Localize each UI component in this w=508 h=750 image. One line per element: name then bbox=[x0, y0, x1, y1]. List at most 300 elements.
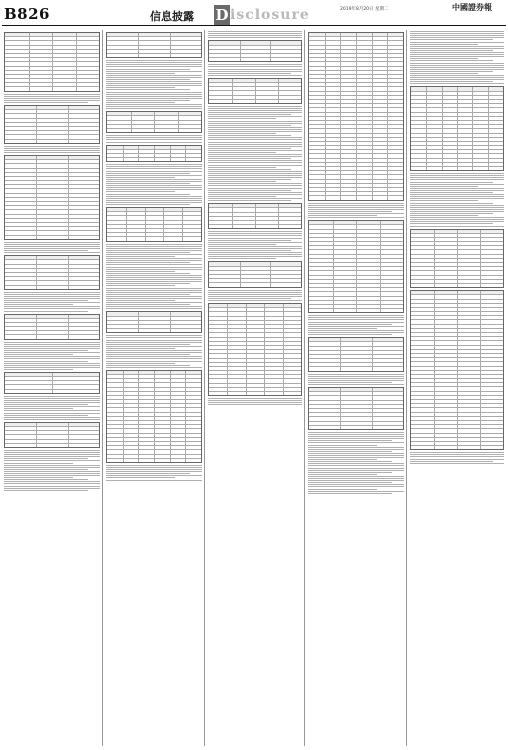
text-line bbox=[4, 354, 73, 355]
text-line bbox=[106, 354, 190, 355]
text-line bbox=[410, 173, 504, 174]
text-line bbox=[308, 438, 404, 439]
table-row bbox=[209, 58, 301, 61]
text-line bbox=[106, 471, 202, 472]
text-line bbox=[106, 258, 202, 259]
text-line bbox=[410, 192, 493, 193]
text-line bbox=[410, 42, 504, 43]
text-line bbox=[308, 491, 404, 492]
text-line bbox=[410, 207, 504, 208]
text-line bbox=[308, 203, 404, 204]
text-line bbox=[106, 89, 190, 90]
text-line bbox=[4, 396, 100, 397]
table-row bbox=[107, 129, 201, 132]
text-line bbox=[106, 81, 202, 82]
text-line bbox=[410, 188, 504, 189]
text-line bbox=[410, 190, 504, 191]
text-line bbox=[410, 69, 504, 70]
data-table bbox=[4, 255, 100, 290]
text-line bbox=[410, 52, 504, 53]
text-line bbox=[308, 480, 404, 481]
text-line bbox=[4, 356, 100, 357]
text-line bbox=[208, 402, 302, 403]
text-line bbox=[106, 104, 202, 105]
data-table bbox=[208, 78, 302, 104]
text-line bbox=[106, 137, 202, 138]
text-line bbox=[4, 406, 100, 407]
text-line bbox=[4, 246, 100, 247]
text-line bbox=[208, 231, 302, 232]
text-line bbox=[106, 346, 202, 347]
text-line bbox=[208, 154, 302, 155]
text-line bbox=[106, 477, 175, 478]
data-table bbox=[208, 303, 302, 396]
text-line bbox=[106, 335, 202, 336]
text-line bbox=[208, 146, 302, 147]
data-table bbox=[308, 337, 404, 372]
text-line bbox=[106, 262, 190, 263]
text-line bbox=[410, 456, 504, 457]
text-line bbox=[308, 442, 404, 443]
data-table bbox=[410, 86, 504, 171]
table-row bbox=[411, 446, 503, 449]
text-line bbox=[4, 363, 100, 364]
text-line bbox=[106, 191, 175, 192]
text-line bbox=[4, 252, 100, 253]
text-line bbox=[208, 35, 302, 36]
text-line bbox=[4, 358, 100, 359]
text-line bbox=[410, 194, 504, 195]
text-line bbox=[4, 150, 100, 151]
text-line bbox=[4, 244, 100, 245]
text-line bbox=[410, 184, 504, 185]
text-line bbox=[208, 198, 302, 199]
text-line bbox=[410, 203, 493, 204]
data-table bbox=[410, 290, 504, 450]
text-line bbox=[106, 283, 190, 284]
text-line bbox=[308, 205, 404, 206]
text-line bbox=[208, 160, 302, 161]
text-line bbox=[308, 317, 404, 318]
text-line bbox=[106, 64, 202, 65]
text-line bbox=[208, 158, 291, 159]
text-line bbox=[4, 413, 100, 414]
text-line bbox=[308, 328, 377, 329]
text-line bbox=[410, 63, 504, 64]
text-line bbox=[308, 382, 392, 383]
text-line bbox=[106, 177, 175, 178]
text-line bbox=[106, 356, 202, 357]
text-line bbox=[4, 302, 100, 303]
text-line bbox=[4, 456, 100, 457]
text-line bbox=[208, 148, 291, 149]
text-line bbox=[410, 39, 493, 40]
text-line bbox=[308, 470, 404, 471]
text-line bbox=[208, 175, 302, 176]
data-table bbox=[4, 422, 100, 448]
text-line bbox=[208, 64, 302, 65]
data-table bbox=[106, 207, 202, 242]
text-line bbox=[208, 106, 302, 107]
text-line bbox=[410, 454, 504, 455]
text-line bbox=[208, 125, 291, 126]
text-line bbox=[410, 175, 504, 176]
text-line bbox=[308, 319, 404, 320]
text-line bbox=[208, 69, 302, 70]
text-line bbox=[410, 46, 504, 47]
text-line bbox=[410, 37, 504, 38]
text-line bbox=[106, 189, 202, 190]
text-line bbox=[4, 308, 100, 309]
text-line bbox=[4, 415, 88, 416]
text-line bbox=[106, 198, 202, 199]
text-line bbox=[4, 469, 88, 470]
table-row bbox=[309, 426, 403, 429]
text-line bbox=[410, 75, 504, 76]
text-line bbox=[308, 486, 404, 487]
text-line bbox=[106, 73, 175, 74]
text-line bbox=[4, 250, 88, 251]
text-line bbox=[208, 244, 276, 245]
text-line bbox=[106, 361, 202, 362]
text-line bbox=[208, 183, 302, 184]
text-line bbox=[208, 73, 291, 74]
text-line bbox=[106, 306, 202, 307]
table-row bbox=[5, 140, 99, 143]
text-column-4 bbox=[308, 30, 404, 746]
text-line bbox=[410, 213, 493, 214]
page-number: B826 bbox=[4, 5, 50, 23]
text-line bbox=[208, 398, 302, 399]
text-line bbox=[208, 254, 302, 255]
text-line bbox=[106, 200, 202, 201]
text-line bbox=[4, 452, 100, 453]
header-rule bbox=[2, 25, 506, 26]
table-row bbox=[309, 196, 403, 199]
text-line bbox=[308, 315, 404, 316]
text-line bbox=[208, 110, 302, 111]
date-line: 2019年8月20日 星期二 bbox=[340, 7, 389, 12]
text-line bbox=[308, 453, 404, 454]
text-line bbox=[4, 467, 100, 468]
text-line bbox=[208, 192, 302, 193]
table-row bbox=[5, 286, 99, 289]
text-line bbox=[106, 166, 202, 167]
text-line bbox=[208, 196, 276, 197]
text-line bbox=[106, 475, 202, 476]
text-line bbox=[308, 445, 377, 446]
table-row bbox=[107, 237, 201, 240]
text-line bbox=[106, 296, 202, 297]
text-line bbox=[410, 217, 504, 218]
text-line bbox=[106, 183, 190, 184]
text-line bbox=[208, 177, 302, 178]
text-line bbox=[4, 242, 100, 243]
text-line bbox=[4, 479, 88, 480]
text-line bbox=[208, 139, 302, 140]
text-line bbox=[106, 267, 202, 268]
text-line bbox=[208, 173, 302, 174]
text-line bbox=[4, 100, 100, 101]
text-line bbox=[106, 71, 202, 72]
text-line bbox=[4, 342, 100, 343]
text-line bbox=[4, 148, 100, 149]
text-line bbox=[4, 350, 88, 351]
text-line bbox=[106, 62, 202, 63]
text-line bbox=[308, 449, 404, 450]
text-line bbox=[208, 246, 302, 247]
text-line bbox=[4, 417, 100, 418]
text-line bbox=[208, 129, 302, 130]
text-line bbox=[410, 196, 504, 197]
text-line bbox=[208, 240, 291, 241]
section-banner bbox=[138, 7, 338, 25]
text-line bbox=[308, 459, 377, 460]
text-line bbox=[4, 408, 73, 409]
text-line bbox=[208, 112, 302, 113]
text-line bbox=[106, 194, 190, 195]
text-line bbox=[208, 292, 302, 293]
text-line bbox=[4, 352, 100, 353]
data-table bbox=[4, 314, 100, 340]
text-line bbox=[410, 198, 504, 199]
text-line bbox=[106, 480, 202, 481]
text-line bbox=[410, 71, 493, 72]
text-line bbox=[4, 471, 100, 472]
text-line bbox=[106, 108, 202, 109]
text-line bbox=[410, 31, 504, 32]
text-line bbox=[208, 71, 302, 72]
text-line bbox=[410, 205, 504, 206]
text-line bbox=[4, 98, 100, 99]
data-table bbox=[106, 145, 202, 163]
text-line bbox=[308, 463, 404, 464]
text-line bbox=[410, 60, 493, 61]
text-line bbox=[4, 344, 100, 345]
text-line bbox=[106, 352, 202, 353]
text-line bbox=[4, 465, 100, 466]
text-line bbox=[208, 37, 302, 38]
text-line bbox=[106, 135, 202, 136]
text-line bbox=[208, 235, 302, 236]
text-line bbox=[106, 290, 202, 291]
text-line bbox=[410, 186, 478, 187]
text-line bbox=[106, 92, 202, 93]
text-line bbox=[308, 493, 392, 494]
data-table bbox=[4, 105, 100, 144]
text-line bbox=[106, 279, 202, 280]
text-line bbox=[410, 81, 493, 82]
text-line bbox=[208, 127, 302, 128]
text-line bbox=[106, 277, 202, 278]
text-line bbox=[106, 106, 202, 107]
text-line bbox=[308, 476, 404, 477]
text-line bbox=[410, 177, 504, 178]
text-line bbox=[106, 342, 202, 343]
text-line bbox=[106, 98, 202, 99]
text-line bbox=[4, 311, 88, 312]
text-line bbox=[208, 137, 302, 138]
text-line bbox=[106, 142, 202, 143]
text-line bbox=[208, 233, 302, 234]
text-line bbox=[4, 296, 100, 297]
text-line bbox=[208, 185, 302, 186]
text-line bbox=[208, 75, 302, 76]
text-line bbox=[4, 346, 100, 347]
text-line bbox=[106, 337, 202, 338]
text-line bbox=[308, 378, 404, 379]
text-line bbox=[410, 65, 504, 66]
text-line bbox=[208, 133, 276, 134]
text-line bbox=[208, 152, 276, 153]
text-column-2 bbox=[106, 30, 202, 746]
table-row bbox=[107, 459, 201, 462]
data-table bbox=[410, 229, 504, 289]
text-line bbox=[208, 238, 302, 239]
text-line bbox=[208, 179, 291, 180]
text-line bbox=[410, 35, 504, 36]
text-line bbox=[410, 215, 478, 216]
text-line bbox=[106, 250, 202, 251]
text-line bbox=[4, 365, 100, 366]
text-line bbox=[106, 66, 202, 67]
text-line bbox=[308, 455, 404, 456]
text-line bbox=[308, 332, 404, 333]
text-line bbox=[208, 116, 302, 117]
text-line bbox=[208, 290, 302, 291]
text-line bbox=[308, 440, 392, 441]
text-line bbox=[308, 211, 392, 212]
text-line bbox=[308, 209, 404, 210]
text-line bbox=[410, 73, 478, 74]
text-line bbox=[106, 60, 202, 61]
text-line bbox=[106, 271, 175, 272]
text-line bbox=[4, 486, 100, 487]
section-initial: D bbox=[215, 6, 229, 24]
text-line bbox=[308, 436, 404, 437]
text-line bbox=[410, 211, 504, 212]
text-line bbox=[4, 473, 100, 474]
text-line bbox=[106, 273, 190, 274]
text-line bbox=[208, 121, 302, 122]
text-line bbox=[208, 256, 302, 257]
text-line bbox=[4, 454, 100, 455]
text-line bbox=[106, 252, 190, 253]
data-table bbox=[4, 372, 100, 394]
text-line bbox=[106, 467, 202, 468]
text-line bbox=[208, 190, 291, 191]
text-line bbox=[308, 213, 404, 214]
text-line bbox=[208, 258, 276, 259]
text-line bbox=[4, 483, 100, 484]
data-table bbox=[106, 111, 202, 133]
text-line bbox=[106, 181, 202, 182]
text-column-5 bbox=[410, 30, 504, 746]
text-line bbox=[308, 217, 404, 218]
text-line bbox=[4, 294, 100, 295]
text-line bbox=[208, 194, 302, 195]
text-line bbox=[208, 294, 302, 295]
text-line bbox=[308, 334, 392, 335]
text-line bbox=[308, 484, 404, 485]
text-column-1 bbox=[4, 30, 100, 746]
text-line bbox=[208, 404, 302, 405]
text-line bbox=[308, 326, 404, 327]
text-line bbox=[106, 175, 202, 176]
text-line bbox=[106, 69, 190, 70]
text-line bbox=[4, 367, 100, 368]
text-line bbox=[106, 85, 202, 86]
text-line bbox=[4, 477, 73, 478]
text-line bbox=[308, 322, 404, 323]
table-row bbox=[209, 225, 301, 228]
data-table bbox=[308, 220, 404, 313]
data-table bbox=[208, 40, 302, 62]
column-divider bbox=[102, 30, 103, 746]
text-line bbox=[208, 169, 291, 170]
text-line bbox=[208, 114, 291, 115]
text-line bbox=[208, 108, 302, 109]
text-line bbox=[106, 275, 202, 276]
text-line bbox=[4, 96, 100, 97]
text-line bbox=[106, 465, 202, 466]
text-line bbox=[4, 419, 100, 420]
text-line bbox=[308, 384, 404, 385]
text-line bbox=[208, 250, 291, 251]
table-row bbox=[411, 167, 503, 170]
text-line bbox=[106, 264, 202, 265]
table-row bbox=[5, 236, 99, 239]
text-line bbox=[208, 135, 291, 136]
text-line bbox=[4, 348, 100, 349]
text-line bbox=[308, 468, 404, 469]
text-line bbox=[410, 54, 504, 55]
text-line bbox=[208, 150, 302, 151]
page-header bbox=[0, 0, 508, 26]
table-row bbox=[209, 392, 301, 395]
masthead-logo: 中國證券報 bbox=[452, 2, 492, 12]
text-line bbox=[106, 248, 202, 249]
text-line bbox=[410, 58, 478, 59]
data-table bbox=[308, 387, 404, 430]
text-line bbox=[106, 294, 190, 295]
text-line bbox=[4, 152, 100, 153]
text-line bbox=[106, 87, 175, 88]
text-line bbox=[106, 340, 202, 341]
text-line bbox=[208, 118, 276, 119]
text-line bbox=[106, 187, 202, 188]
text-line bbox=[106, 196, 202, 197]
text-line bbox=[4, 248, 100, 249]
text-line bbox=[308, 324, 392, 325]
text-line bbox=[410, 223, 493, 224]
text-line bbox=[106, 473, 190, 474]
text-line bbox=[208, 167, 276, 168]
text-line bbox=[106, 246, 202, 247]
text-column-3 bbox=[208, 30, 302, 746]
text-line bbox=[410, 182, 493, 183]
text-line bbox=[410, 77, 504, 78]
text-line bbox=[208, 162, 302, 163]
text-line bbox=[308, 465, 404, 466]
text-line bbox=[208, 242, 302, 243]
text-line bbox=[410, 219, 504, 220]
text-line bbox=[106, 77, 202, 78]
text-line bbox=[308, 447, 404, 448]
text-line bbox=[4, 450, 100, 451]
text-line bbox=[4, 488, 100, 489]
text-line bbox=[308, 472, 392, 473]
